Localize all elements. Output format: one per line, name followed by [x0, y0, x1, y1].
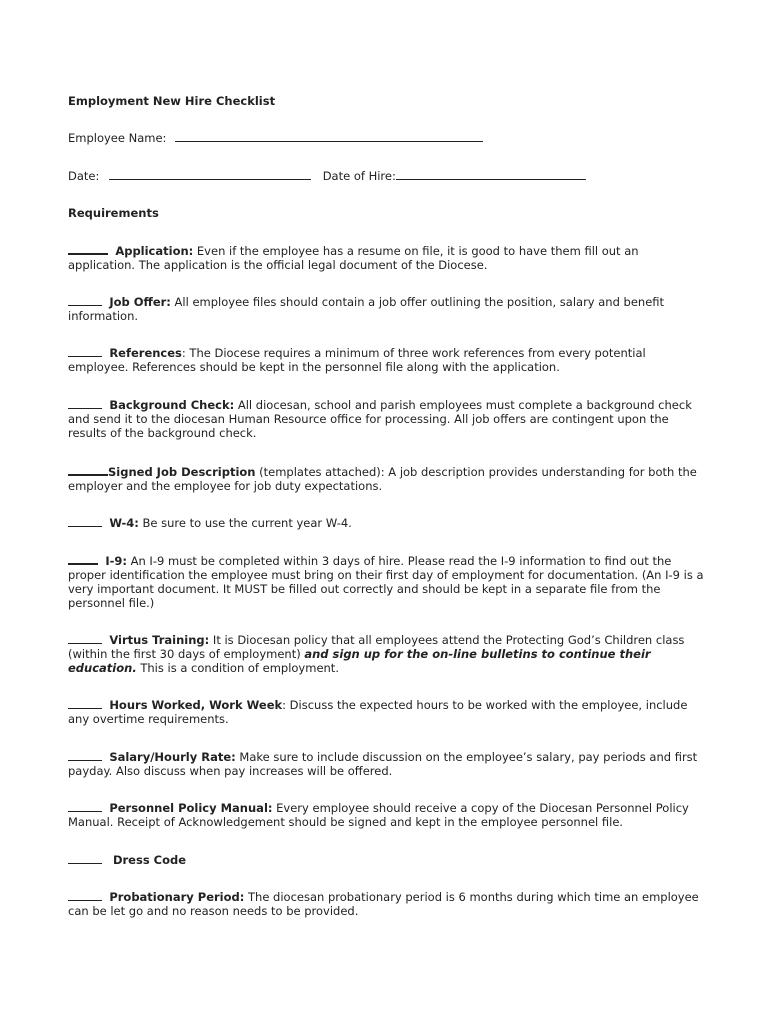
checkbox-blank[interactable]: [68, 346, 102, 357]
item-label: Hours Worked, Work Week: [109, 698, 283, 712]
item-emphasis: and sign up for the on-line bulletins to continue their education.: [68, 647, 651, 675]
document-title: Employment New Hire Checklist: [68, 94, 276, 108]
date-of-hire-label: Date of Hire:: [322, 169, 396, 183]
item-label: Virtus Training:: [109, 633, 210, 647]
checkbox-blank[interactable]: [68, 516, 102, 527]
checklist-item-application: [68, 243, 708, 272]
date-of-hire-blank[interactable]: [396, 169, 586, 180]
checkbox-blank[interactable]: [68, 890, 102, 901]
item-label: Personnel Policy Manual:: [109, 801, 273, 815]
checklist-item-hours-worked: [68, 698, 708, 726]
item-text: : Discuss the expected hours to be worked with the employee, include any overtime requirements.: [68, 698, 688, 726]
item-text: Every employee should receive a copy of the Diocesan Personnel Policy Manual. Receipt of Acknowledgement should be signed and kept in the employee personnel file.: [68, 801, 689, 829]
item-text: An I-9 must be completed within 3 days of hire. Please read the I-9 information to find out the proper identification the employee must bring on their first day of employment for documentation. (An I-9 is a very important document. It MUST be filled out correctly and should be kept in a separate file from the personnel file.): [68, 554, 704, 610]
item-label: Salary/Hourly Rate:: [109, 750, 236, 764]
checklist-item-virtus-training: [68, 633, 708, 675]
item-text: Even if the employee has a resume on file, it is good to have them fill out an application. The application is the official legal document of the Diocese.: [68, 244, 639, 272]
checkbox-blank[interactable]: [68, 464, 108, 476]
checkbox-blank[interactable]: [68, 853, 102, 864]
checklist-item-probationary-period: [68, 890, 708, 918]
checkbox-blank[interactable]: [68, 243, 108, 255]
item-text: Make sure to include discussion on the employee’s salary, pay periods and first payday. Also discuss when pay increases will be offered.: [68, 750, 698, 778]
item-label: Background Check:: [109, 398, 235, 412]
checklist-item-policy-manual: [68, 801, 708, 829]
item-label: References: [109, 346, 182, 360]
item-text: All diocesan, school and parish employees must complete a background check and send it to the diocesan Human Resource office for processing. All job offers are contingent upon the results of the background check.: [68, 398, 692, 440]
checkbox-blank[interactable]: [68, 553, 98, 565]
item-label: Job Offer:: [109, 295, 171, 309]
checklist-item-references: [68, 346, 708, 374]
checklist-item-i9: [68, 553, 708, 610]
item-text: All employee files should contain a job offer outlining the position, salary and benefit information.: [68, 295, 665, 323]
checkbox-blank[interactable]: [68, 633, 102, 644]
date-blank[interactable]: [109, 169, 311, 180]
checklist-item-salary-rate: [68, 750, 708, 778]
checklist-item-dress-code: [68, 853, 708, 867]
item-text: (templates attached): A job description provides understanding for both the employer and the employee for job duty expectations.: [68, 465, 697, 493]
item-label: Dress Code: [112, 853, 187, 867]
checkbox-blank[interactable]: [68, 698, 102, 709]
item-text: The diocesan probationary period is 6 months during which time an employee can be let go and no reason needs to be provided.: [68, 890, 699, 918]
item-text: It is Diocesan policy that all employees attend the Protecting God’s Children class (within the first 30 days of employment): [68, 633, 685, 661]
date-row: [68, 169, 586, 183]
checkbox-blank[interactable]: [68, 295, 102, 306]
item-text: This is a condition of employment.: [136, 661, 339, 675]
item-label: Probationary Period:: [109, 890, 245, 904]
checkbox-blank[interactable]: [68, 398, 102, 409]
checklist-item-job-description: [68, 464, 708, 493]
date-label: Date:: [68, 169, 100, 183]
item-label: I-9:: [105, 554, 127, 568]
item-label: W-4:: [109, 516, 139, 530]
item-text: : The Diocese requires a minimum of three work references from every potential employee. References should be kept in the personnel file along with the application.: [68, 346, 646, 374]
checkbox-blank[interactable]: [68, 801, 102, 812]
checklist-item-background-check: [68, 398, 708, 440]
item-label: Application:: [115, 244, 194, 258]
checklist-item-w4: [68, 516, 708, 530]
employee-name-label: Employee Name:: [68, 131, 167, 145]
checklist-item-job-offer: [68, 295, 708, 323]
checkbox-blank[interactable]: [68, 750, 102, 761]
requirements-heading: Requirements: [68, 206, 159, 220]
employee-name-blank[interactable]: [175, 131, 483, 142]
employee-name-row: [68, 131, 483, 145]
item-text: Be sure to use the current year W-4.: [138, 516, 352, 530]
item-label: Signed Job Description: [108, 465, 256, 479]
